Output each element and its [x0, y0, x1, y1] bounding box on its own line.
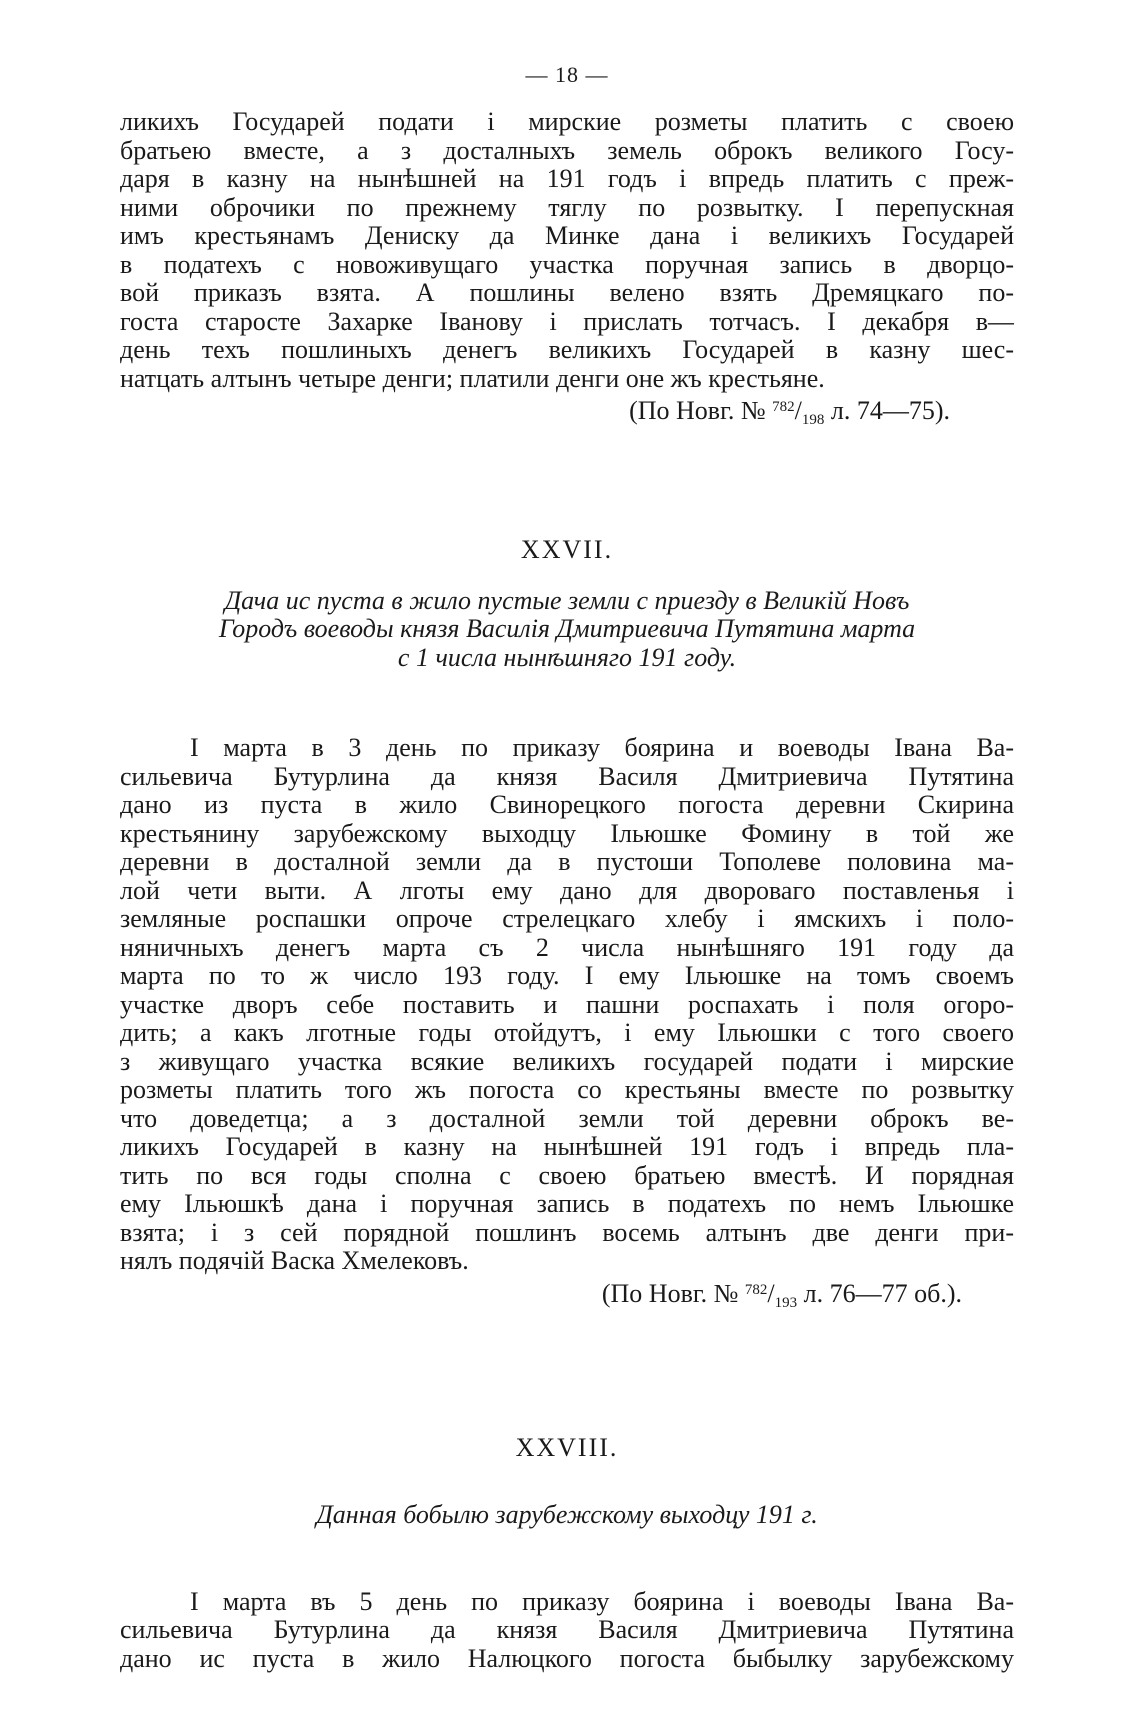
citation-suffix: л. 74—75). [830, 396, 950, 425]
section-title-line: с 1 числа нынѣшняго 191 году. [397, 642, 737, 672]
continued-paragraph [120, 108, 1014, 435]
text-line: розметы платить того жъ погоста со крестьяны вместе по розвытку [120, 1076, 1014, 1104]
text-line: ликихъ Государей подати і мирские розметы платить с своею [120, 108, 1014, 136]
text-line: имъ крестьянамъ Дениску да Минке дана і великихъ Государей [120, 222, 1014, 250]
text-line: ему Ільюшкѣ дана і поручная запись в податехъ по немъ Ільюшке [120, 1190, 1014, 1218]
text-line: лой чети выти. А лготы ему дано для двороваго поставленья і [120, 876, 1014, 905]
citation-prefix: (По Новг. № [601, 1278, 739, 1308]
text-line: ними оброчики по прежнему тяглу по розвытку. І перепускная [120, 193, 1014, 222]
text-line: госта старосте Захарке Іванову і прислать тотчасъ. І декабря в— [120, 307, 1014, 336]
text-line: взята; і з сей порядной пошлинъ восемь алтынъ две денги при- [120, 1218, 1014, 1247]
fraction-numerator: 782 [772, 399, 795, 415]
text-line: дить; а какъ лготные годы отойдутъ, і ему Ільюшки с того своего [120, 1019, 1014, 1047]
section-body [120, 1588, 1014, 1674]
citation-suffix: л. 76—77 об.). [803, 1278, 962, 1308]
text-line: в податехъ с новоживущаго участка поручная запись в дворцо- [120, 250, 1014, 279]
citation-fraction: $^{782}/_{198}$ [772, 396, 825, 428]
text-line: земляные роспашки опроче стрелецкаго хлебу і ямскихъ і поло- [120, 905, 1014, 933]
text-line: сильевича Бутурлина да князя Василя Дмитриевича Путятина [120, 762, 1014, 791]
text-line: что доведетца; а з досталной земли той деревни оброкъ ве- [120, 1104, 1014, 1133]
text-line: даря в казну на нынѣшней на 191 годъ і впредь платить с преж- [120, 165, 1014, 193]
section-number: XXVII. [520, 534, 614, 564]
text-line: нялъ подячій Васка Хмелековъ. [120, 1247, 469, 1275]
section-body [120, 734, 1014, 1317]
section-title-line: Данная бобылю зарубежскому выходцу 191 г. [316, 1500, 818, 1529]
text-line: марта по то ж число 193 году. І ему Ільюшке на томъ своемъ [120, 962, 1014, 990]
text-line: натцать алтынъ четыре денги; платили денги оне жъ крестьяне. [120, 364, 825, 393]
page-number: — 18 — [525, 62, 609, 87]
section-title [120, 1501, 1014, 1530]
section-28 [120, 1433, 1014, 1673]
text-line: участке дворъ себе поставить и пашни роспахать і поля огоро- [120, 990, 1014, 1019]
text-line: день техъ пошлиныхъ денегъ великихъ Государей в казну шес- [120, 336, 1014, 364]
fraction-denominator: 193 [774, 1294, 798, 1311]
section-number: XXVIII. [515, 1433, 619, 1462]
text-line: деревни в досталной земли да в пустоши Тополеве половина ма- [120, 848, 1014, 876]
text-line: няничныхъ денегъ марта съ 2 числа нынѣшняго 191 году да [120, 933, 1014, 962]
section-27 [120, 535, 1014, 1318]
text-line: ликихъ Государей в казну на нынѣшней 191 годъ і впредь пла- [120, 1133, 1014, 1161]
text-line: тить по вся годы сполна с своею братьею вместѣ. И порядная [120, 1161, 1014, 1190]
text-line: І марта въ 5 день по приказу боярина і воеводы Івана Ва- [190, 1587, 1014, 1616]
text-line: І марта в 3 день по приказу боярина и воеводы Івана Ва- [190, 734, 1014, 762]
fraction-numerator: 782 [744, 1281, 768, 1298]
citation-prefix: (По Новг. № [629, 396, 766, 425]
section-title [120, 587, 1014, 673]
text-line: з живущаго участка всякие великихъ государей подати і мирские [120, 1047, 1014, 1076]
section-title-line: Дача ис пуста в жило пустые земли с приезду в Великій Новъ [224, 585, 910, 615]
text-line: вой приказъ взята. А пошлины велено взять Дремяцкаго по- [120, 279, 1014, 307]
text-line: крестьянину зарубежскому выходцу Ільюшке Фомину в той же [120, 819, 1014, 848]
citation-fraction: $^{782}/_{193}$ [744, 1278, 798, 1311]
text-line: дано из пуста в жило Свинорецкого погоста деревни Скирина [120, 791, 1014, 819]
text-line: дано ис пуста в жило Налюцкого погоста быбылку зарубежскому [120, 1644, 1014, 1673]
section-title-line: Городъ воеводы князя Василія Дмитриевича Путятина марта [218, 614, 916, 643]
archive-citation [120, 1276, 1014, 1318]
text-line: братьею вместе, а з досталныхъ земель оброкъ великого Госу- [120, 136, 1014, 165]
archive-citation [120, 393, 1014, 435]
fraction-denominator: 198 [801, 412, 825, 428]
text-line: сильевича Бутурлина да князя Василя Дмитриевича Путятина [120, 1616, 1014, 1644]
